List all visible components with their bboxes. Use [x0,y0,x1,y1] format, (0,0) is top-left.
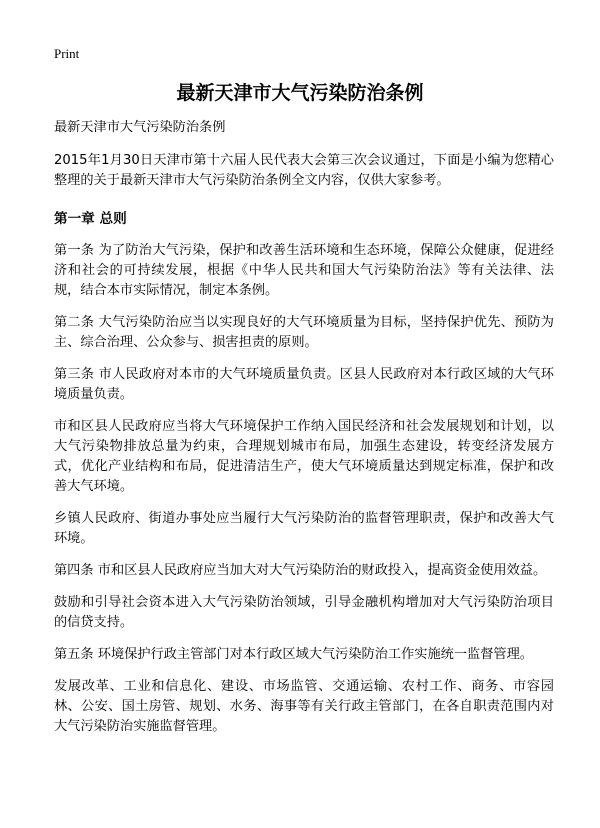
article-3-paragraph-2: 市和区县人民政府应当将大气环境保护工作纳入国民经济和社会发展规划和计划，以大气污染物排放总量为约束，合理规划城市布局，加强生态建设，转变经济发展方式，优化产业结构和布局，促进清洁生产，使大气环境质量达到规定标准，保护和改善大气环境。 [54,419,554,494]
chapter-heading: 第一章 总则 [54,211,127,227]
article-5-paragraph-2: 发展改革、工业和信息化、建设、市场监管、交通运输、农村工作、商务、市容园林、公安、国土房管、规划、水务、海事等有关行政主管部门，在各自职责范围内对大气污染防治实施监督管理。 [54,679,554,734]
article-1: 第一条 为了防治大气污染，保护和改善生活环境和生态环境，保障公众健康，促进经济和社会的可持续发展，根据《中华人民共和国大气污染防治法》等有关法律、法规，结合本市实际情况，制定本条例。 [54,243,554,298]
article-intro: 2015年1月30日天津市第十六届人民代表大会第三次会议通过，下面是小编为您精心整理的关于最新天津市大气污染防治条例全文内容，仅供大家参考。 [54,153,554,188]
article-2: 第二条 大气污染防治应当以实现良好的大气环境质量为目标，坚持保护优先、预防为主、综合治理、公众参与、损害担责的原则。 [54,315,554,350]
article-3: 第三条 市人民政府对本市的大气环境质量负责。区县人民政府对本行政区域的大气环境质量负责。 [54,367,554,402]
article-body [54,118,554,749]
article-3-paragraph-3: 乡镇人民政府、街道办事处应当履行大气污染防治的监督管理职责，保护和改善大气环境。 [54,511,554,546]
article-4: 第四条 市和区县人民政府应当加大对大气污染防治的财政投入，提高资金使用效益。 [54,563,547,578]
page-title: 最新天津市大气污染防治条例 [176,82,424,104]
article-4-paragraph-2: 鼓励和引导社会资本进入大气污染防治领域，引导金融机构增加对大气污染防治项目的信贷支持。 [54,595,554,630]
article-subtitle: 最新天津市大气污染防治条例 [54,120,226,135]
print-link[interactable]: Print [54,46,80,61]
article-5: 第五条 环境保护行政主管部门对本行政区域大气污染防治工作实施统一监督管理。 [54,647,533,662]
